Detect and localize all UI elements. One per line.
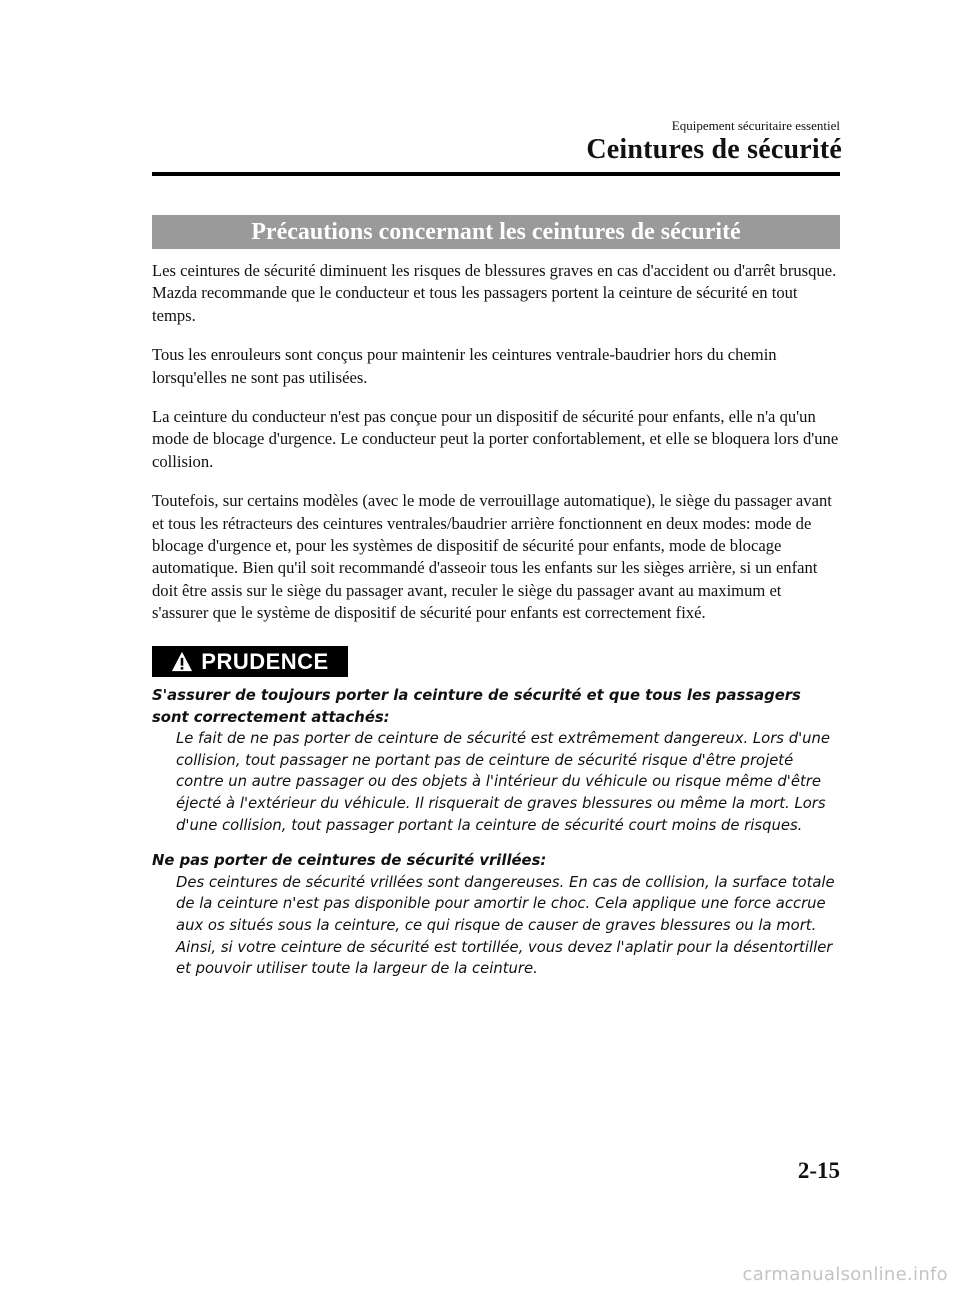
watermark: carmanualsonline.info [742, 1264, 948, 1285]
paragraph: Toutefois, sur certains modèles (avec le mode de verrouillage automatique), le siège du passager avant et tous les rétracteurs des ceintures ventrales/baudrier arrière fonctionnent en deux modes: mode de blocage d'urgence et, pour les systèmes de dispositif de sécurité pour enfants, mode de blocage automatique. Bien qu'il soit recommandé d'asseoir tous les enfants sur les sièges arrière, si un enfant doit être assis sur le siège du passager avant, reculer le siège du passager avant au maximum et s'assurer que le système de dispositif de sécurité pour enfants est correctement fixé. [152, 491, 832, 623]
paragraph: La ceinture du conducteur n'est pas conçue pour un dispositif de sécurité pour enfants, elle n'a qu'un mode de blocage d'urgence. Le conducteur peut la porter confortablement, et elle se bloquera lors d'une collision. [152, 407, 839, 471]
caution-badge [152, 646, 348, 677]
paragraph: Tous les enrouleurs sont conçus pour maintenir les ceintures ventrale-baudrier hors du chemin lorsqu'elles ne sont pas utilisées. [152, 345, 777, 387]
page-number: 2-15 [797, 1158, 840, 1183]
body-text [152, 260, 840, 642]
header-divider [152, 172, 840, 176]
caution-detail: Le fait de ne pas porter de ceinture de sécurité est extrêmement dangereux. Lors d'une collision, tout passager ne portant pas de ceinture de sécurité risque d'être projeté contre un autre passager ou des objets à l'intérieur du véhicule ou risque même d'être éjecté à l'extérieur du véhicule. Il risquerait de graves blessures ou même la mort. Lors d'une collision, tout passager portant la ceinture de sécurité court moins de risques. [176, 730, 831, 834]
caution-content [152, 685, 840, 994]
section-heading: Précautions concernant les ceintures de sécurité [152, 215, 840, 249]
paragraph: Les ceintures de sécurité diminuent les risques de blessures graves en cas d'accident ou d'arrêt brusque. Mazda recommande que le conducteur et tous les passagers portent la ceinture de sécurité en tout temps. [152, 261, 837, 325]
warning-triangle-icon [171, 651, 193, 673]
caution-detail: Des ceintures de sécurité vrillées sont dangereuses. En cas de collision, la surface totale de la ceinture n'est pas disponible pour amortir le choc. Cela applique une force accrue aux os situés sous la ceinture, ce qui risque de causer de graves blessures ou la mort. Ainsi, si votre ceinture de sécurité est tortillée, vous devez l'aplatir pour la désentortiller et pouvoir utiliser toute la largeur de la ceinture. [176, 873, 835, 978]
caution-lead: Ne pas porter de ceintures de sécurité vrillées: [152, 852, 547, 870]
chapter-label: Equipement sécuritaire essentiel [671, 118, 840, 133]
page-title: Ceintures de sécurité [586, 134, 842, 165]
caution-lead: S'assurer de toujours porter la ceinture de sécurité et que tous les passagers sont correctement attachés: [152, 687, 801, 726]
caution-label: PRUDENCE [201, 648, 329, 674]
